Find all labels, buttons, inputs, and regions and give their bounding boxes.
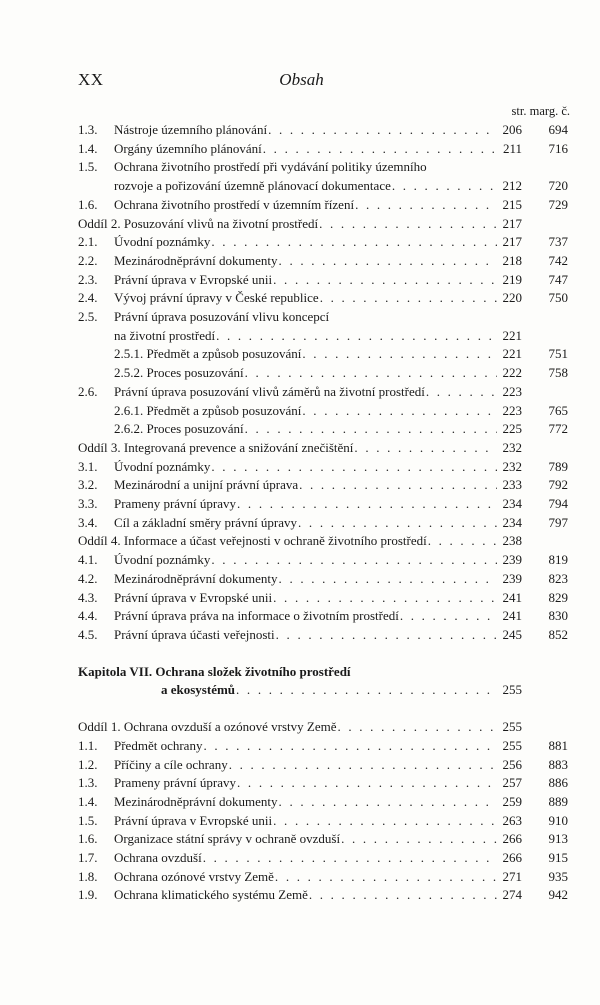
- leader-dots: [298, 514, 497, 533]
- entry-margin-number: 751: [548, 346, 568, 362]
- entry-number: 2.5.: [78, 309, 98, 325]
- entry-text: [78, 718, 498, 737]
- leader-dots: [320, 289, 497, 308]
- entry-number: 1.5.: [78, 159, 98, 175]
- entry-title: Ochrana ozónové vrstvy Země: [114, 868, 274, 884]
- entry-page: 266: [502, 850, 522, 866]
- entry-text: [114, 756, 498, 775]
- entry-number: 1.3.: [78, 122, 98, 137]
- entry-title: Organizace státní správy v ochraně ovzduší: [114, 831, 341, 847]
- leader-dots: [211, 551, 497, 570]
- entry-text: [114, 626, 498, 645]
- entry-margin-number: 886: [548, 775, 568, 791]
- entry-page: 234: [502, 496, 522, 512]
- leader-dots: [229, 756, 497, 775]
- entry-page: 206: [502, 122, 522, 137]
- entry-title: Oddíl 4. Informace a účast veřejnosti v ochraně životního prostředí: [78, 533, 427, 549]
- entry-margin-number: 915: [548, 850, 568, 866]
- entry-margin-number: 750: [548, 290, 568, 306]
- entry-text: [114, 476, 498, 495]
- entry-text: [114, 121, 498, 140]
- leader-dots: [354, 439, 497, 458]
- entry-margin-number: 737: [548, 234, 568, 250]
- entry-text: [78, 439, 498, 458]
- entry-text: [114, 402, 498, 421]
- leader-dots: [428, 532, 497, 551]
- leader-dots: [279, 570, 497, 589]
- entry-page: 217: [502, 234, 522, 250]
- toc-entry: [78, 868, 568, 887]
- entry-number: 2.2.: [78, 252, 98, 268]
- toc-entry: [78, 215, 568, 234]
- page-header: [78, 70, 525, 94]
- entry-margin-number: 935: [548, 868, 568, 884]
- entry-text: [114, 233, 498, 252]
- entry-text: [114, 252, 498, 271]
- entry-margin-number: 819: [548, 552, 568, 568]
- entry-page: 223: [502, 383, 522, 399]
- entry-page: 220: [502, 290, 522, 306]
- entry-title: Oddíl 3. Integrovaná prevence a snižování znečištění: [78, 439, 354, 455]
- leader-dots: [279, 252, 497, 271]
- toc-entry: [78, 626, 568, 645]
- entry-page: 255: [502, 719, 522, 735]
- entry-margin-number: 797: [548, 514, 568, 530]
- entry-page: 223: [502, 402, 522, 418]
- entry-number: 1.6.: [78, 196, 98, 212]
- entry-text: [114, 570, 498, 589]
- entry-margin-number: 830: [548, 608, 568, 624]
- entry-title: Příčiny a cíle ochrany: [114, 756, 228, 772]
- entry-number: 3.2.: [78, 477, 98, 493]
- toc-entry: [78, 196, 568, 215]
- entry-margin-number: 942: [548, 887, 568, 903]
- entry-title: a ekosystémů: [161, 682, 236, 698]
- entry-title: Mezinárodněprávní dokumenty: [114, 570, 278, 586]
- toc-entry: [78, 514, 568, 533]
- toc-entry: [78, 589, 568, 608]
- section-spacer: [78, 700, 568, 718]
- entry-title: Ochrana životního prostředí při vydávání politiky územního: [114, 159, 427, 175]
- toc-entry: [78, 607, 568, 626]
- entry-text: [78, 215, 498, 234]
- entry-title: 2.5.2. Proces posuzování: [114, 365, 244, 381]
- toc-entry: [78, 532, 568, 551]
- toc-entry: [78, 737, 568, 756]
- toc-entry: [78, 420, 568, 439]
- toc-entry: [78, 886, 568, 905]
- entry-number: 2.3.: [78, 271, 98, 287]
- leader-dots: [245, 420, 497, 439]
- leader-dots: [299, 476, 497, 495]
- entry-page: 221: [502, 327, 522, 343]
- toc-entry: [78, 121, 568, 140]
- leader-dots: [319, 215, 497, 234]
- entry-number: 3.4.: [78, 514, 98, 530]
- toc-entry: [78, 439, 568, 458]
- toc-entry: [78, 458, 568, 477]
- entry-page: 274: [502, 887, 522, 903]
- leader-dots: [279, 793, 497, 812]
- entry-page: 263: [502, 812, 522, 828]
- entry-number: 1.7.: [78, 850, 98, 866]
- entry-text: [114, 364, 498, 383]
- entry-text: [114, 383, 498, 402]
- entry-number: 2.6.: [78, 383, 98, 399]
- toc-entry: [78, 327, 568, 346]
- entry-text: [114, 308, 568, 327]
- toc-entry: [78, 252, 568, 271]
- entry-page: 212: [502, 178, 522, 194]
- entry-number: 1.4.: [78, 793, 98, 809]
- leader-dots: [236, 681, 497, 700]
- entry-text: [78, 532, 498, 551]
- entry-title: Úvodní poznámky: [114, 552, 211, 568]
- entry-title: Právní úprava v Evropské unii: [114, 812, 273, 828]
- leader-dots: [400, 607, 497, 626]
- entry-page: 255: [502, 682, 522, 698]
- entry-text: [114, 607, 498, 626]
- entry-text: [114, 140, 498, 159]
- entry-text: [114, 420, 498, 439]
- entry-number: 3.1.: [78, 458, 98, 474]
- leader-dots: [276, 626, 497, 645]
- entry-number: 1.8.: [78, 868, 98, 884]
- entry-title: Nástroje územního plánování: [114, 122, 268, 137]
- entry-number: 4.2.: [78, 570, 98, 586]
- toc-entry: [78, 774, 568, 793]
- leader-dots: [237, 495, 497, 514]
- entry-margin-number: 789: [548, 458, 568, 474]
- toc-entry: [78, 793, 568, 812]
- entry-text: [114, 793, 498, 812]
- entry-page: 245: [502, 626, 522, 642]
- toc-entry: [78, 663, 568, 682]
- toc-entry: [78, 140, 568, 159]
- entry-text: [114, 271, 498, 290]
- entry-page: 232: [502, 439, 522, 455]
- entry-margin-number: 829: [548, 589, 568, 605]
- entry-page: 218: [502, 252, 522, 268]
- entry-page: 234: [502, 514, 522, 530]
- leader-dots: [355, 196, 497, 215]
- entry-text: [114, 589, 498, 608]
- toc-entry: [78, 289, 568, 308]
- entry-text: [114, 774, 498, 793]
- entry-title: Prameny právní úpravy: [114, 775, 237, 791]
- leader-dots: [237, 774, 497, 793]
- page-folio: XX: [78, 70, 104, 89]
- entry-margin-number: 794: [548, 496, 568, 512]
- toc-entry: [78, 849, 568, 868]
- entry-text: [114, 196, 498, 215]
- toc-entry: [78, 233, 568, 252]
- section-spacer: [78, 645, 568, 663]
- entry-margin-number: 729: [548, 196, 568, 212]
- entry-page: 271: [502, 868, 522, 884]
- entry-text: [114, 514, 498, 533]
- entry-page: 221: [502, 346, 522, 362]
- toc-entry: [78, 830, 568, 849]
- entry-margin-number: 852: [548, 626, 568, 642]
- leader-dots: [341, 830, 497, 849]
- entry-margin-number: 758: [548, 365, 568, 381]
- entry-page: 266: [502, 831, 522, 847]
- entry-page: 219: [502, 271, 522, 287]
- entry-margin-number: 889: [548, 793, 568, 809]
- entry-title: Vývoj právní úpravy v České republice: [114, 290, 319, 306]
- toc-entry: [78, 570, 568, 589]
- leader-dots: [273, 589, 497, 608]
- entry-page: 239: [502, 552, 522, 568]
- entry-text: [114, 327, 498, 346]
- entry-text: [114, 886, 498, 905]
- entry-page: 257: [502, 775, 522, 791]
- entry-title: Právní úprava v Evropské unii: [114, 271, 273, 287]
- entry-page: 232: [502, 458, 522, 474]
- entry-title: Mezinárodněprávní dokumenty: [114, 793, 278, 809]
- entry-margin-number: 883: [548, 756, 568, 772]
- leader-dots: [211, 233, 497, 252]
- entry-number: 1.1.: [78, 737, 98, 753]
- entry-title: 2.6.1. Předmět a způsob posuzování: [114, 402, 302, 418]
- leader-dots: [392, 177, 497, 196]
- entry-page: 215: [502, 196, 522, 212]
- entry-number: 2.1.: [78, 234, 98, 250]
- entry-text: [114, 737, 498, 756]
- entry-text: [78, 663, 568, 682]
- entry-margin-number: 742: [548, 252, 568, 268]
- entry-title: Úvodní poznámky: [114, 234, 211, 250]
- leader-dots: [268, 121, 497, 140]
- entry-title: Ochrana ovzduší: [114, 850, 202, 866]
- leader-dots: [245, 364, 497, 383]
- entry-title: Právní úprava v Evropské unii: [114, 589, 273, 605]
- entry-page: 256: [502, 756, 522, 772]
- toc-entry: [78, 681, 568, 700]
- toc-entry: [78, 158, 568, 177]
- leader-dots: [203, 737, 497, 756]
- toc-entry: [78, 718, 568, 737]
- entry-text: [114, 849, 498, 868]
- entry-text: [78, 681, 498, 700]
- entry-page: 238: [502, 533, 522, 549]
- leader-dots: [211, 458, 497, 477]
- entry-title: na životní prostředí: [114, 327, 216, 343]
- entry-page: 239: [502, 570, 522, 586]
- toc-entry: [78, 812, 568, 831]
- entry-title: Cíl a základní směry právní úpravy: [114, 514, 298, 530]
- entry-text: [114, 812, 498, 831]
- entry-margin-number: 720: [548, 178, 568, 194]
- entry-margin-number: 910: [548, 812, 568, 828]
- entry-title: rozvoje a pořizování územně plánovací dokumentace: [114, 178, 391, 194]
- entry-number: 3.3.: [78, 496, 98, 512]
- entry-title: 2.5.1. Předmět a způsob posuzování: [114, 346, 302, 362]
- entry-margin-number: 747: [548, 271, 568, 287]
- entry-title: Ochrana klimatického systému Země: [114, 887, 308, 903]
- entry-margin-number: 881: [548, 737, 568, 753]
- entry-title: Právní úprava posuzování vlivu koncepcí: [114, 309, 330, 325]
- entry-title: Kapitola VII. Ochrana složek životního prostředí: [78, 663, 351, 679]
- toc-entry: [78, 308, 568, 327]
- entry-margin-number: 716: [548, 140, 568, 156]
- leader-dots: [337, 718, 497, 737]
- leader-dots: [273, 271, 497, 290]
- entry-text: [114, 289, 498, 308]
- entry-margin-number: 772: [548, 421, 568, 437]
- entry-title: Úvodní poznámky: [114, 458, 211, 474]
- running-title: Obsah: [279, 70, 324, 89]
- entry-text: [114, 177, 498, 196]
- leader-dots: [263, 140, 497, 159]
- leader-dots: [273, 812, 497, 831]
- entry-margin-number: 823: [548, 570, 568, 586]
- entry-margin-number: 792: [548, 477, 568, 493]
- toc-entry: [78, 756, 568, 775]
- entry-text: [114, 830, 498, 849]
- entry-title: Oddíl 2. Posuzování vlivů na životní prostředí: [78, 215, 319, 231]
- entry-page: 255: [502, 737, 522, 753]
- leader-dots: [203, 849, 497, 868]
- toc-entry: [78, 495, 568, 514]
- leader-dots: [216, 327, 497, 346]
- leader-dots: [309, 886, 497, 905]
- entry-title: Mezinárodněprávní dokumenty: [114, 252, 278, 268]
- entry-title: Orgány územního plánování: [114, 140, 262, 156]
- entry-margin-number: 765: [548, 402, 568, 418]
- entry-number: 1.2.: [78, 756, 98, 772]
- toc-entry: [78, 476, 568, 495]
- toc-entry: [78, 383, 568, 402]
- entry-title: Oddíl 1. Ochrana ovzduší a ozónové vrstvy Země: [78, 719, 337, 735]
- toc-entry: [78, 177, 568, 196]
- entry-title: Ochrana životního prostředí v územním řízení: [114, 196, 355, 212]
- leader-dots: [426, 383, 497, 402]
- entry-number: 4.5.: [78, 626, 98, 642]
- toc-entry: [78, 345, 568, 364]
- entry-title: Prameny právní úpravy: [114, 496, 237, 512]
- leader-dots: [275, 868, 497, 887]
- entry-title: Mezinárodní a unijní právní úprava: [114, 477, 299, 493]
- entry-title: Předmět ochrany: [114, 737, 203, 753]
- entry-margin-number: 913: [548, 831, 568, 847]
- entry-page: 222: [502, 365, 522, 381]
- entry-number: 4.3.: [78, 589, 98, 605]
- entry-number: 1.6.: [78, 831, 98, 847]
- toc-entry: [78, 271, 568, 290]
- entry-text: [114, 345, 498, 364]
- entry-number: 1.3.: [78, 775, 98, 791]
- entry-number: 1.4.: [78, 140, 98, 156]
- entry-number: 2.4.: [78, 290, 98, 306]
- entry-page: 241: [502, 589, 522, 605]
- entry-page: 259: [502, 793, 522, 809]
- entry-text: [114, 158, 568, 177]
- table-of-contents: [78, 121, 568, 905]
- entry-number: 1.5.: [78, 812, 98, 828]
- entry-number: 4.1.: [78, 552, 98, 568]
- toc-entry: [78, 364, 568, 383]
- entry-text: [114, 868, 498, 887]
- entry-title: Právní úprava účasti veřejnosti: [114, 626, 275, 642]
- leader-dots: [302, 402, 497, 421]
- entry-page: 233: [502, 477, 522, 493]
- toc-entry: [78, 402, 568, 421]
- entry-number: 1.9.: [78, 887, 98, 903]
- entry-text: [114, 458, 498, 477]
- toc-entry: [78, 551, 568, 570]
- entry-number: 4.4.: [78, 608, 98, 624]
- column-headings: str. marg. č.: [511, 104, 570, 118]
- entry-margin-number: 694: [548, 122, 568, 137]
- entry-text: [114, 551, 498, 570]
- leader-dots: [302, 345, 497, 364]
- entry-page: 225: [502, 421, 522, 437]
- entry-page: 211: [502, 140, 522, 156]
- entry-title: 2.6.2. Proces posuzování: [114, 421, 244, 437]
- entry-page: 241: [502, 608, 522, 624]
- entry-title: Právní úprava práva na informace o životním prostředí: [114, 608, 399, 624]
- entry-text: [114, 495, 498, 514]
- entry-page: 217: [502, 215, 522, 231]
- entry-title: Právní úprava posuzování vlivů záměrů na životní prostředí: [114, 383, 425, 399]
